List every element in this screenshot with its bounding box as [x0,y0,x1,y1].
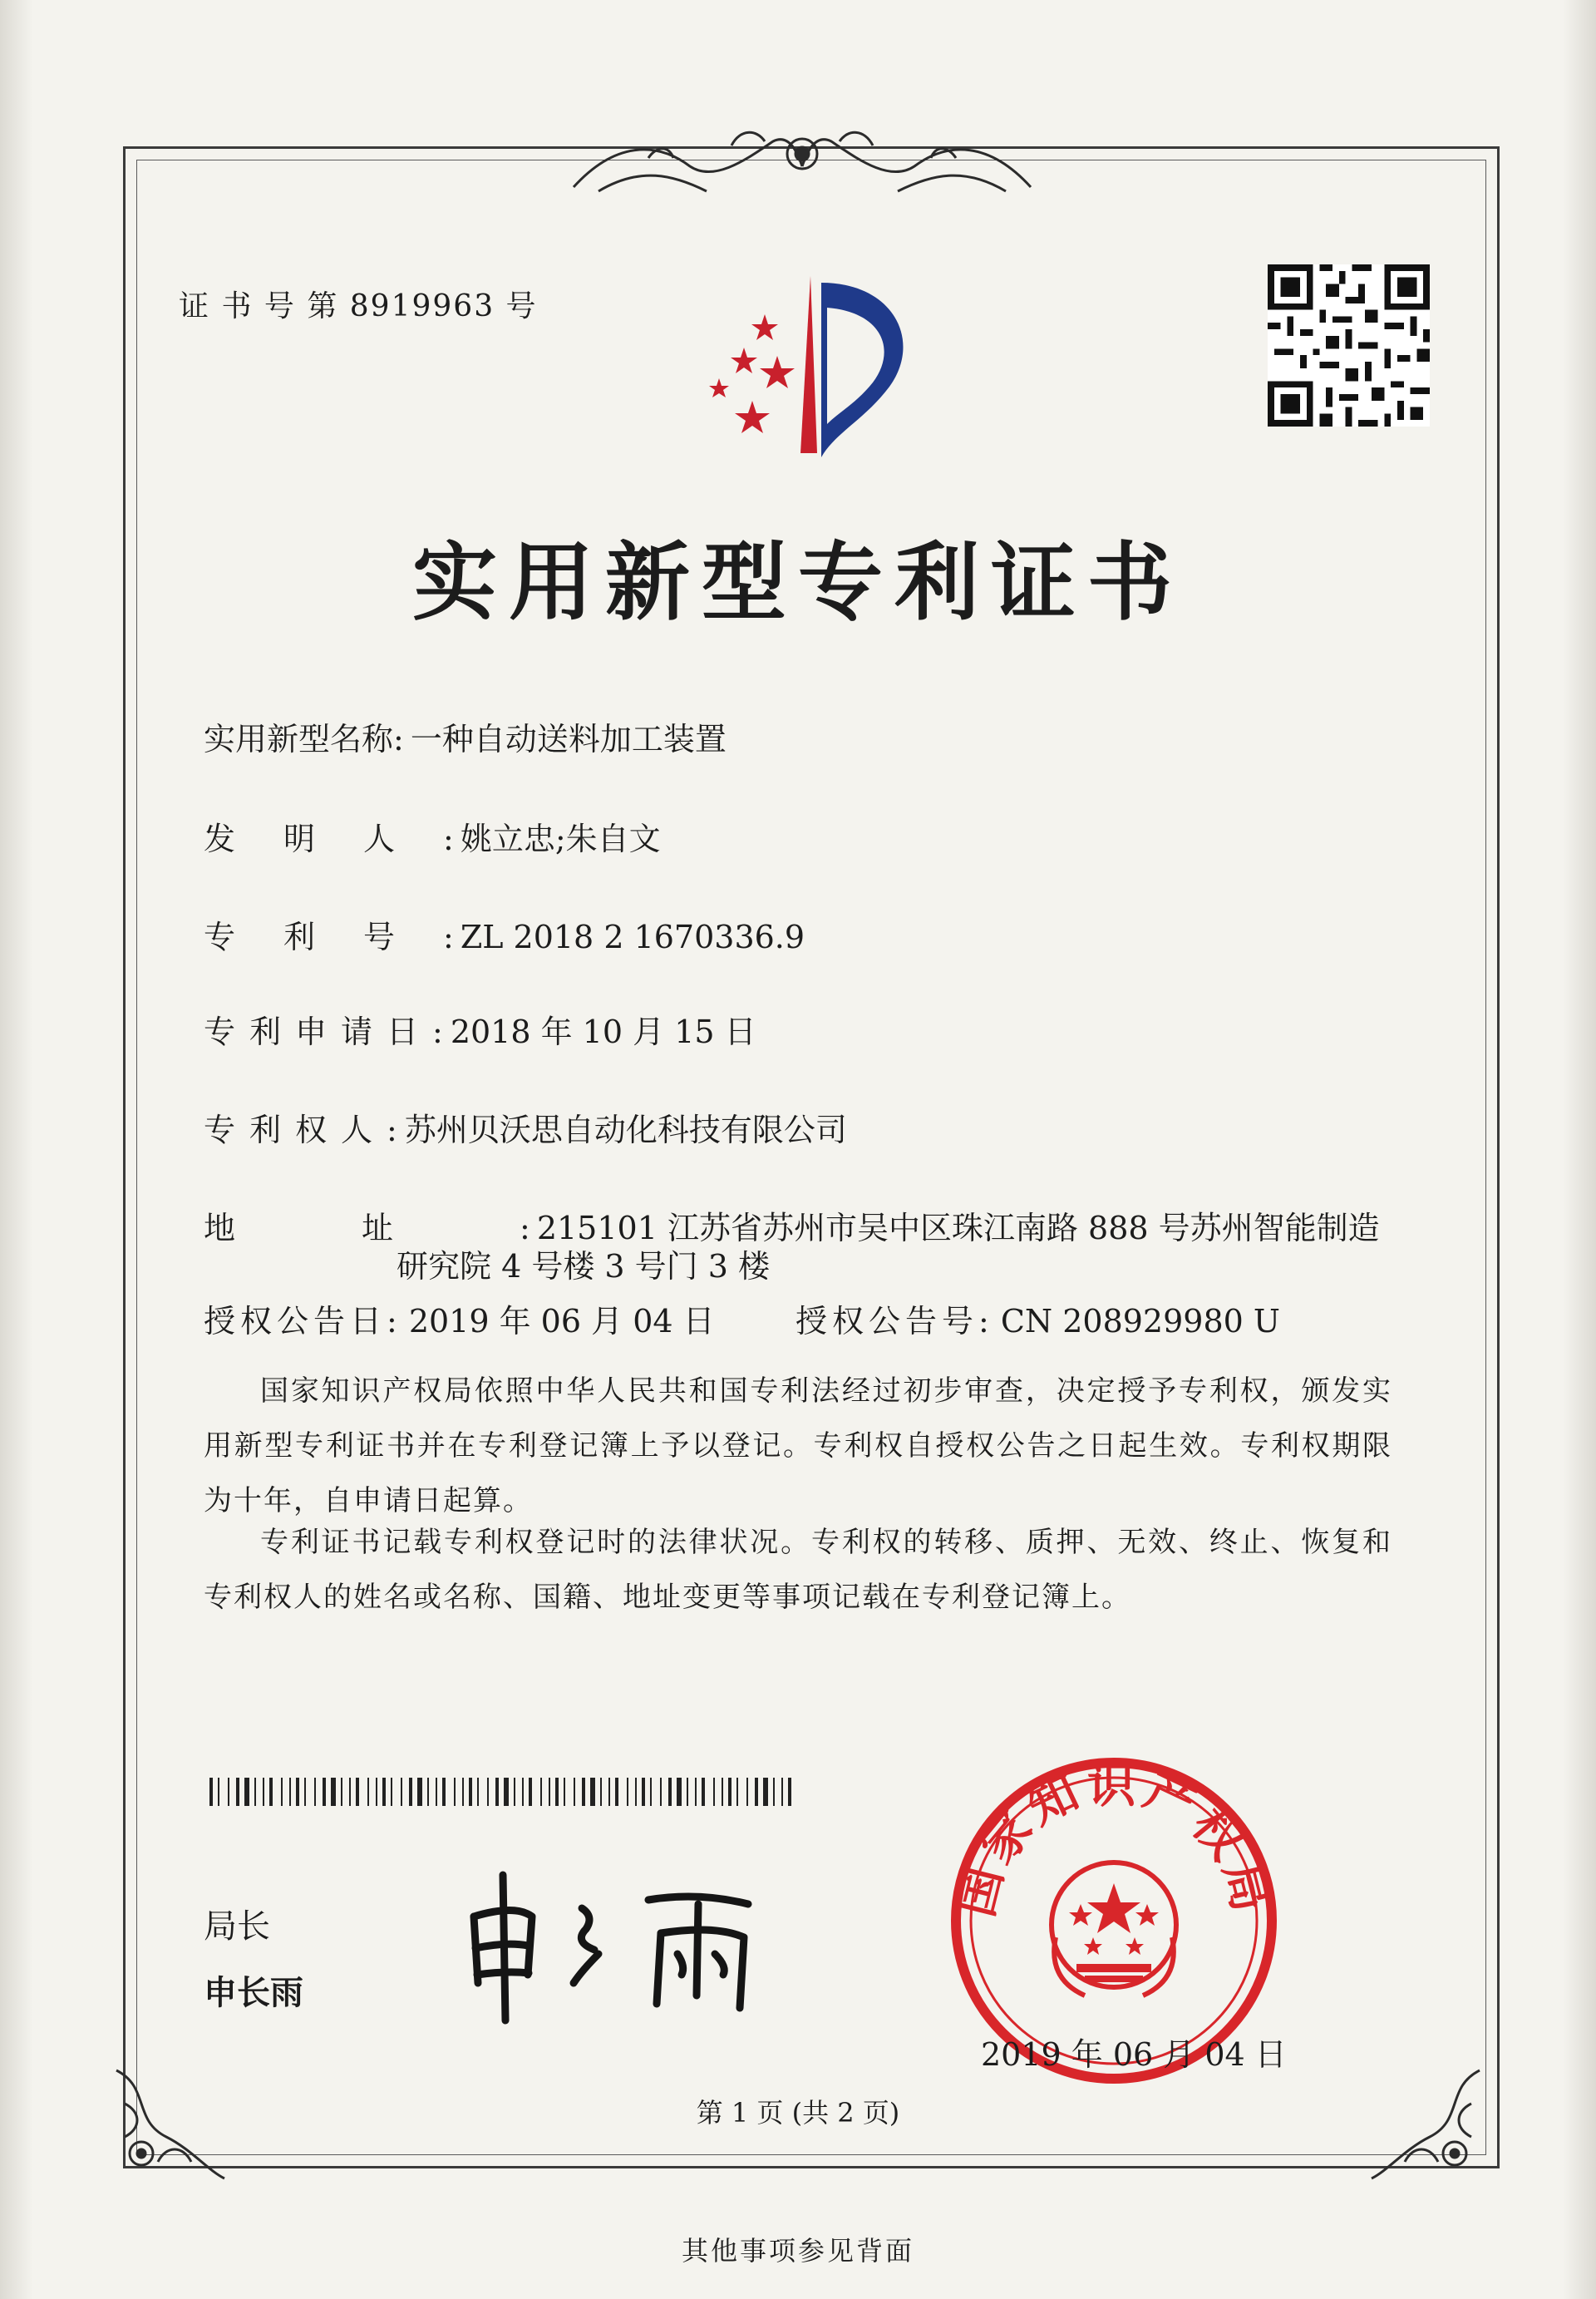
grant-date-label: 授权公告日: [204,1303,402,1339]
address-line2: 研究院 4 号楼 3 号门 3 楼 [397,1248,771,1285]
paragraph-grant-statement: 国家知识产权局依照中华人民共和国专利法经过初步审查，决定授予专利权，颁发实用新型专利证书并在专利登记簿上予以登记。专利权自授权公告之日起生效。专利权期限为十年，自申请日起算。 [204,1374,1392,1517]
row-grant-date [204,1295,715,1341]
model-name-label: 实用新型名称: [204,721,404,757]
grant-date-value: 2019 年 06 月 04 日 [408,1303,715,1339]
row-patentee [204,1104,847,1150]
row-patent-number [204,911,805,957]
top-ornament [565,108,1039,208]
patent-number-value: ZL 2018 2 1670336.9 [460,919,805,955]
barcode [209,1778,791,1806]
filing-date-value: 2018 年 10 月 15 日 [450,1014,756,1050]
inventor-label: 发明人: [204,821,502,857]
grant-number-label: 授权公告号: [796,1303,994,1339]
inventor-value: 姚立忠;朱自文 [460,821,661,857]
address-label: 地址: [204,1210,657,1246]
row-address [204,1202,1380,1248]
qr-code [1268,264,1430,427]
page-number: 第 1 页 (共 2 页) [696,2097,900,2129]
row-model-name [204,713,727,759]
paragraph-legal-status: 专利证书记载专利权登记时的法律状况。专利权的转移、质押、无效、终止、恢复和专利权人的姓名或名称、国籍、地址变更等事项记载在专利登记簿上。 [204,1526,1392,1614]
patentee-label: 专利权人: [204,1112,411,1148]
certificate-title: 实用新型专利证书 [412,534,1184,633]
filing-date-label: 专利申请日: [204,1014,457,1050]
director-name: 申长雨 [204,1974,303,2012]
address-line1: 215101 江苏省苏州市吴中区珠江南路 888 号苏州智能制造 [536,1210,1380,1246]
footer-note: 其他事项参见背面 [681,2235,914,2267]
director-title: 局长 [204,1907,270,1946]
patent-number-label: 专利号: [204,919,502,955]
certificate-number: 证 书 号 第 8919963 号 [179,289,538,323]
seal-text: 国家知识产权局 [947,1757,1281,1922]
seal-date: 2019 年 06 月 04 日 [981,2036,1287,2073]
row-filing-date [204,1006,756,1052]
patentee-value: 苏州贝沃思自动化科技有限公司 [404,1112,847,1148]
row-inventor [204,813,661,859]
grant-number-value: CN 208929980 U [1000,1303,1280,1339]
model-name-value: 一种自动送料加工装置 [410,721,727,757]
director-signature [449,1858,798,2025]
cnipa-emblem-icon [686,266,935,461]
grant-number [796,1295,1280,1341]
